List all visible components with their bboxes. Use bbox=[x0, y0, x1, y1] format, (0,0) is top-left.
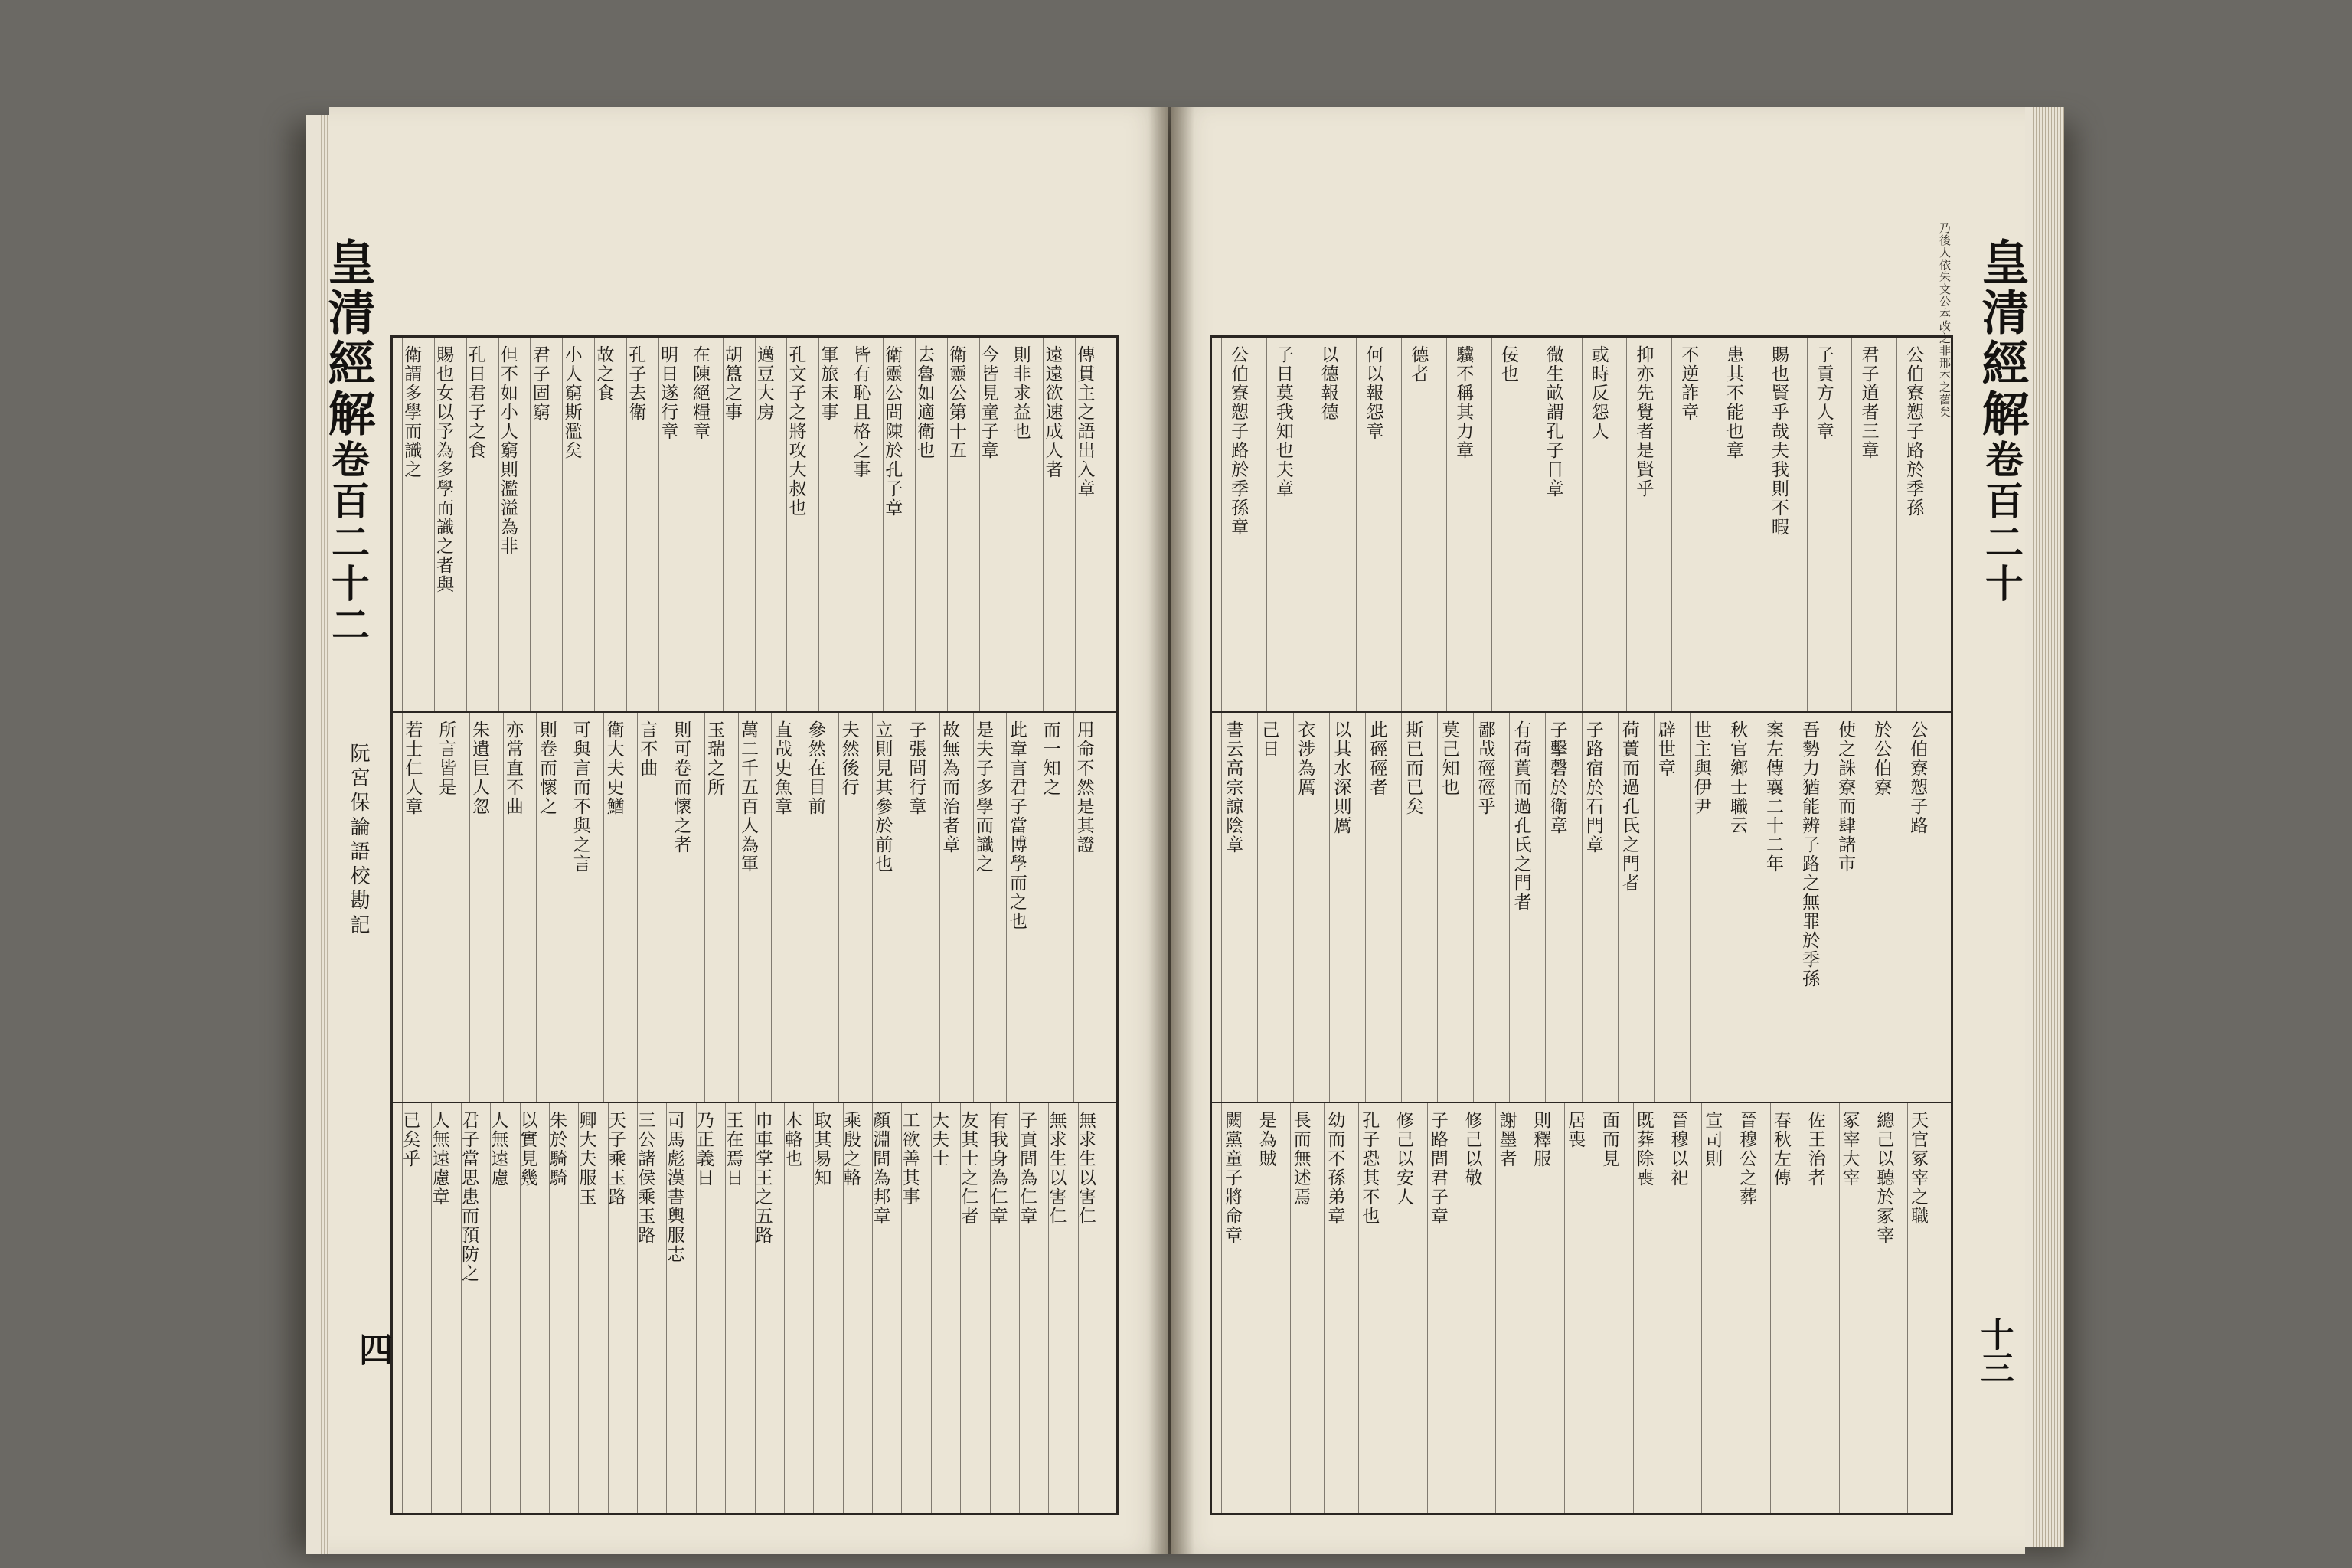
text-column: 微生畝謂孔子日章 bbox=[1543, 345, 1563, 498]
column-rule bbox=[1491, 338, 1492, 711]
book-title: 皇清經解 bbox=[320, 237, 376, 439]
text-column: 患其不能也章 bbox=[1723, 345, 1744, 460]
column-rule bbox=[1221, 338, 1222, 711]
text-column: 萬二千五百人為軍 bbox=[738, 720, 758, 874]
text-column: 衛謂多學而識之 bbox=[401, 345, 422, 479]
text-column: 居喪 bbox=[1565, 1111, 1586, 1149]
text-column: 則釋服 bbox=[1530, 1111, 1551, 1168]
column-rule bbox=[990, 1103, 991, 1513]
column-rule bbox=[1545, 713, 1546, 1102]
text-column: 子張問行章 bbox=[906, 720, 926, 816]
text-column: 取其易知 bbox=[811, 1111, 831, 1187]
text-column: 鄙哉硜硜乎 bbox=[1475, 720, 1495, 816]
text-column: 遠遠欲速成人者 bbox=[1042, 345, 1063, 479]
column-rule bbox=[498, 338, 499, 711]
text-column: 但不如小人窮則濫溢為非 bbox=[497, 345, 518, 556]
text-column: 子貢問為仁章 bbox=[1017, 1111, 1037, 1226]
column-rule bbox=[578, 1103, 579, 1513]
text-column: 孔子去衛 bbox=[626, 345, 646, 422]
column-rule bbox=[1633, 1103, 1634, 1513]
text-column: 賜也賢乎哉夫我則不暇 bbox=[1768, 345, 1788, 537]
column-rule bbox=[818, 338, 819, 711]
text-column: 乃正義日 bbox=[694, 1111, 714, 1187]
text-column: 天子乘玉路 bbox=[605, 1111, 626, 1207]
column-rule bbox=[520, 1103, 521, 1513]
text-column: 朱遺巨人忽 bbox=[469, 720, 490, 816]
column-rule bbox=[1324, 1103, 1325, 1513]
text-column: 秋官鄉士職云 bbox=[1726, 720, 1747, 835]
column-rule bbox=[637, 1103, 638, 1513]
text-column: 人無遠慮章 bbox=[429, 1111, 449, 1207]
column-rule bbox=[1257, 713, 1258, 1102]
column-rule bbox=[1358, 1103, 1359, 1513]
column-rule bbox=[1807, 338, 1808, 711]
column-rule bbox=[402, 338, 403, 711]
text-column: 君子道者三章 bbox=[1858, 345, 1879, 460]
column-rule bbox=[771, 713, 772, 1102]
text-column: 軍旅末事 bbox=[818, 345, 838, 422]
text-column: 去魯如適衛也 bbox=[914, 345, 935, 460]
text-column: 謝墨者 bbox=[1496, 1111, 1517, 1168]
text-column: 朱於騎騎 bbox=[547, 1111, 567, 1187]
column-rule bbox=[723, 338, 724, 711]
column-rule bbox=[704, 713, 705, 1102]
column-rule bbox=[784, 1103, 785, 1513]
right-spine-title bbox=[1968, 237, 2036, 605]
column-rule bbox=[431, 1103, 432, 1513]
text-column: 修己以安人 bbox=[1393, 1111, 1414, 1207]
text-column: 己日 bbox=[1259, 720, 1279, 759]
text-column: 以其水深則厲 bbox=[1331, 720, 1351, 835]
column-rule bbox=[1365, 713, 1366, 1102]
text-column: 有我身為仁章 bbox=[987, 1111, 1008, 1226]
right-volume-label: 卷百二十 bbox=[1979, 439, 2024, 605]
text-column: 乘殷之輅 bbox=[840, 1111, 861, 1187]
column-rule bbox=[1043, 338, 1044, 711]
text-column: 有荷蕢而過孔氏之門者 bbox=[1511, 720, 1531, 912]
text-column: 公伯寮愬子路於季孫 bbox=[1903, 345, 1924, 518]
column-rule bbox=[872, 713, 873, 1102]
text-column: 衛靈公第十五 bbox=[946, 345, 966, 460]
column-rule bbox=[786, 338, 787, 711]
text-column: 此硜硜者 bbox=[1367, 720, 1387, 797]
column-rule bbox=[1564, 1103, 1565, 1513]
text-column: 巾車掌王之五路 bbox=[752, 1111, 773, 1245]
text-column: 卿大夫服玉 bbox=[576, 1111, 596, 1207]
text-column: 是夫子多學而識之 bbox=[973, 720, 993, 874]
column-rule bbox=[901, 1103, 902, 1513]
column-rule bbox=[1293, 713, 1294, 1102]
column-rule bbox=[1509, 713, 1510, 1102]
text-column: 面而見 bbox=[1599, 1111, 1619, 1168]
text-column: 在陳絕糧章 bbox=[690, 345, 710, 441]
column-rule bbox=[1618, 713, 1619, 1102]
text-column: 三公諸侯乘玉路 bbox=[635, 1111, 655, 1245]
column-rule bbox=[931, 1103, 932, 1513]
text-column: 邁豆大房 bbox=[753, 345, 774, 422]
text-column: 總己以聽於冢宰 bbox=[1873, 1111, 1894, 1245]
column-rule bbox=[1582, 713, 1583, 1102]
column-rule bbox=[1437, 713, 1438, 1102]
column-rule bbox=[843, 1103, 844, 1513]
column-rule bbox=[1401, 713, 1402, 1102]
text-column: 孔子恐其不也 bbox=[1359, 1111, 1380, 1226]
text-column: 木輅也 bbox=[782, 1111, 802, 1168]
text-column: 公伯寮愬子路於季孫章 bbox=[1228, 345, 1249, 537]
column-rule bbox=[1896, 338, 1897, 711]
left-band-divider-top bbox=[393, 711, 1116, 713]
text-column: 今皆見童子章 bbox=[978, 345, 998, 460]
column-rule bbox=[626, 338, 627, 711]
column-rule bbox=[947, 338, 948, 711]
text-column: 所言皆是 bbox=[436, 720, 456, 797]
left-volume-label: 卷百二十二 bbox=[325, 439, 371, 646]
text-column: 公伯寮愬子路 bbox=[1907, 720, 1928, 835]
column-rule bbox=[461, 1103, 462, 1513]
column-rule bbox=[960, 1103, 961, 1513]
text-column: 荷蕢而過孔氏之門者 bbox=[1619, 720, 1639, 893]
text-column: 天官冢宰之職 bbox=[1908, 1111, 1929, 1226]
text-column: 小人窮斯濫矣 bbox=[561, 345, 582, 460]
column-rule bbox=[469, 713, 470, 1102]
text-column: 傳貫主之語出入章 bbox=[1074, 345, 1095, 498]
text-column: 若士仁人章 bbox=[402, 720, 423, 816]
text-column: 世主與伊尹 bbox=[1690, 720, 1711, 816]
text-column: 夫然後行 bbox=[838, 720, 859, 797]
text-column: 無求生以害仁 bbox=[1046, 1111, 1067, 1226]
text-column: 故之食 bbox=[593, 345, 614, 403]
text-column: 以德報德 bbox=[1318, 345, 1338, 422]
text-column: 莫己知也 bbox=[1439, 720, 1459, 797]
column-rule bbox=[696, 1103, 697, 1513]
column-rule bbox=[979, 338, 980, 711]
column-rule bbox=[1671, 338, 1672, 711]
text-column: 春秋左傳 bbox=[1770, 1111, 1791, 1187]
column-rule bbox=[1626, 338, 1627, 711]
text-column: 故無為而治者章 bbox=[939, 720, 960, 854]
column-rule bbox=[1654, 713, 1655, 1102]
text-column: 直哉史魚章 bbox=[771, 720, 792, 816]
text-column: 以實見幾 bbox=[517, 1111, 537, 1187]
text-column: 何以報怨章 bbox=[1363, 345, 1383, 441]
text-column: 君子當思患而預防之 bbox=[459, 1111, 479, 1283]
text-column: 則非求益也 bbox=[1010, 345, 1031, 441]
left-page-frame bbox=[390, 335, 1119, 1515]
column-rule bbox=[883, 338, 884, 711]
column-rule bbox=[838, 713, 839, 1102]
text-column: 佐王治者 bbox=[1805, 1111, 1825, 1187]
text-column: 不逆詐章 bbox=[1678, 345, 1699, 422]
column-rule bbox=[466, 338, 467, 711]
text-column: 大夫士 bbox=[929, 1111, 949, 1168]
text-column: 亦常直不曲 bbox=[503, 720, 523, 816]
column-rule bbox=[1356, 338, 1357, 711]
text-column: 則可卷而懷之者 bbox=[671, 720, 691, 854]
column-rule bbox=[402, 1103, 403, 1513]
column-rule bbox=[1290, 1103, 1291, 1513]
right-page bbox=[1171, 107, 2030, 1554]
text-column: 用命不然是其證 bbox=[1073, 720, 1094, 854]
column-rule bbox=[755, 1103, 756, 1513]
text-column: 賜也女以予為多學而識之者與 bbox=[433, 345, 454, 594]
column-rule bbox=[434, 338, 435, 711]
text-column: 吾勢力猶能辨子路之無罪於季孫 bbox=[1799, 720, 1820, 988]
column-rule bbox=[725, 1103, 726, 1513]
text-column: 明日遂行章 bbox=[658, 345, 678, 441]
text-column: 晉穆公之葬 bbox=[1736, 1111, 1757, 1207]
text-column: 友其士之仁者 bbox=[958, 1111, 978, 1226]
column-rule bbox=[1582, 338, 1583, 711]
column-rule bbox=[1473, 713, 1474, 1102]
column-rule bbox=[530, 338, 531, 711]
column-rule bbox=[666, 1103, 667, 1513]
column-rule bbox=[562, 338, 563, 711]
right-headnote: 乃後人依朱文公本改之非邢本之舊矣 bbox=[1938, 222, 1952, 418]
right-page-frame bbox=[1210, 335, 1953, 1515]
text-column: 子日莫我知也夫章 bbox=[1272, 345, 1293, 498]
text-column: 人無遠慮 bbox=[488, 1111, 508, 1187]
text-column: 衣涉為厲 bbox=[1295, 720, 1315, 797]
text-column: 顏淵問為邦章 bbox=[870, 1111, 890, 1226]
text-column: 言不曲 bbox=[637, 720, 658, 778]
colophon: 阮宮保論語校勘記 bbox=[347, 743, 370, 939]
text-column: 佞也 bbox=[1498, 345, 1518, 384]
column-rule bbox=[637, 713, 638, 1102]
column-rule bbox=[1048, 1103, 1049, 1513]
left-page-number: 四 bbox=[353, 1332, 392, 1366]
text-column: 子路宿於石門章 bbox=[1583, 720, 1603, 854]
text-column: 參然在目前 bbox=[805, 720, 825, 816]
column-rule bbox=[872, 1103, 873, 1513]
column-rule bbox=[503, 713, 504, 1102]
column-rule bbox=[1401, 338, 1402, 711]
text-column: 則卷而懷之 bbox=[536, 720, 557, 816]
text-column: 修己以敬 bbox=[1462, 1111, 1482, 1187]
column-rule bbox=[1427, 1103, 1428, 1513]
text-column: 而一知之 bbox=[1040, 720, 1060, 797]
column-rule bbox=[1329, 713, 1330, 1102]
text-column: 無求生以害仁 bbox=[1075, 1111, 1096, 1226]
text-column: 宣司則 bbox=[1702, 1111, 1723, 1168]
text-column: 幼而不孫弟章 bbox=[1325, 1111, 1345, 1226]
column-rule bbox=[1446, 338, 1447, 711]
text-column: 子貢方人章 bbox=[1813, 345, 1834, 441]
text-column: 司馬彪漢書輿服志 bbox=[664, 1111, 684, 1264]
column-rule bbox=[1006, 713, 1007, 1102]
column-rule bbox=[1078, 1103, 1079, 1513]
left-spine-title bbox=[314, 237, 382, 646]
text-column: 或時反怨人 bbox=[1588, 345, 1609, 441]
text-column: 子路問君子章 bbox=[1427, 1111, 1448, 1226]
book-title-right: 皇清經解 bbox=[1974, 237, 2030, 439]
column-rule bbox=[1907, 1103, 1908, 1513]
text-column: 抑亦先覺者是賢乎 bbox=[1633, 345, 1654, 498]
text-column: 辟世章 bbox=[1655, 720, 1675, 778]
text-column: 使之誅寮而肆諸市 bbox=[1835, 720, 1856, 874]
column-rule bbox=[1266, 338, 1267, 711]
column-rule bbox=[1075, 338, 1076, 711]
text-column: 立則見其參於前也 bbox=[872, 720, 893, 874]
column-rule bbox=[1770, 1103, 1771, 1513]
text-column: 斯已而已矣 bbox=[1403, 720, 1423, 816]
book-gutter bbox=[1148, 107, 1194, 1554]
text-column: 王在焉日 bbox=[723, 1111, 743, 1187]
column-rule bbox=[1495, 1103, 1496, 1513]
column-rule bbox=[813, 1103, 814, 1513]
text-column: 衛大夫史鰌 bbox=[603, 720, 624, 816]
column-rule bbox=[1221, 1103, 1222, 1513]
column-rule bbox=[549, 1103, 550, 1513]
left-page bbox=[320, 107, 1168, 1554]
text-column: 已矣乎 bbox=[400, 1111, 420, 1168]
text-column: 可與言而不與之言 bbox=[570, 720, 590, 874]
column-rule bbox=[973, 713, 974, 1102]
text-column: 孔日君子之食 bbox=[465, 345, 485, 460]
text-column: 孔文子之將攻大叔也 bbox=[786, 345, 806, 518]
text-column: 子擊磬於衛章 bbox=[1547, 720, 1567, 835]
column-rule bbox=[1851, 338, 1852, 711]
text-column: 驥不稱其力章 bbox=[1453, 345, 1474, 460]
text-column: 皆有恥且格之事 bbox=[850, 345, 871, 479]
column-rule bbox=[738, 713, 739, 1102]
column-rule bbox=[939, 713, 940, 1102]
text-column: 此章言君子當博學而之也 bbox=[1006, 720, 1027, 931]
column-rule bbox=[490, 1103, 491, 1513]
text-column: 闕黨童子將命章 bbox=[1221, 1111, 1242, 1245]
text-column: 胡簋之事 bbox=[721, 345, 742, 422]
column-rule bbox=[1221, 713, 1222, 1102]
text-column: 工欲善其事 bbox=[899, 1111, 920, 1207]
text-column: 君子固窮 bbox=[529, 345, 550, 422]
text-column: 書云高宗諒陰章 bbox=[1223, 720, 1243, 854]
text-column: 德者 bbox=[1408, 345, 1429, 384]
column-rule bbox=[536, 713, 537, 1102]
column-rule bbox=[1839, 1103, 1840, 1513]
column-rule bbox=[755, 338, 756, 711]
text-column: 案左傳襄二十二年 bbox=[1763, 720, 1784, 874]
text-column: 衛靈公問陳於孔子章 bbox=[882, 345, 903, 518]
text-column: 長而無述焉 bbox=[1290, 1111, 1311, 1207]
column-rule bbox=[608, 1103, 609, 1513]
text-column: 是為賊 bbox=[1256, 1111, 1276, 1168]
column-rule bbox=[594, 338, 595, 711]
text-column: 既葬除喪 bbox=[1633, 1111, 1654, 1187]
right-page-number: 十三 bbox=[1975, 1317, 2014, 1384]
column-rule bbox=[1073, 713, 1074, 1102]
text-column: 晉穆以祀 bbox=[1668, 1111, 1688, 1187]
column-rule bbox=[603, 713, 604, 1102]
column-rule bbox=[402, 713, 403, 1102]
right-band-divider-bottom bbox=[1212, 1102, 1951, 1103]
text-column: 玉瑞之所 bbox=[704, 720, 725, 797]
text-column: 於公伯寮 bbox=[1871, 720, 1892, 797]
column-rule bbox=[1019, 1103, 1020, 1513]
column-rule bbox=[1701, 1103, 1702, 1513]
column-rule bbox=[915, 338, 916, 711]
text-column: 冢宰大宰 bbox=[1839, 1111, 1860, 1187]
column-rule bbox=[658, 338, 659, 711]
